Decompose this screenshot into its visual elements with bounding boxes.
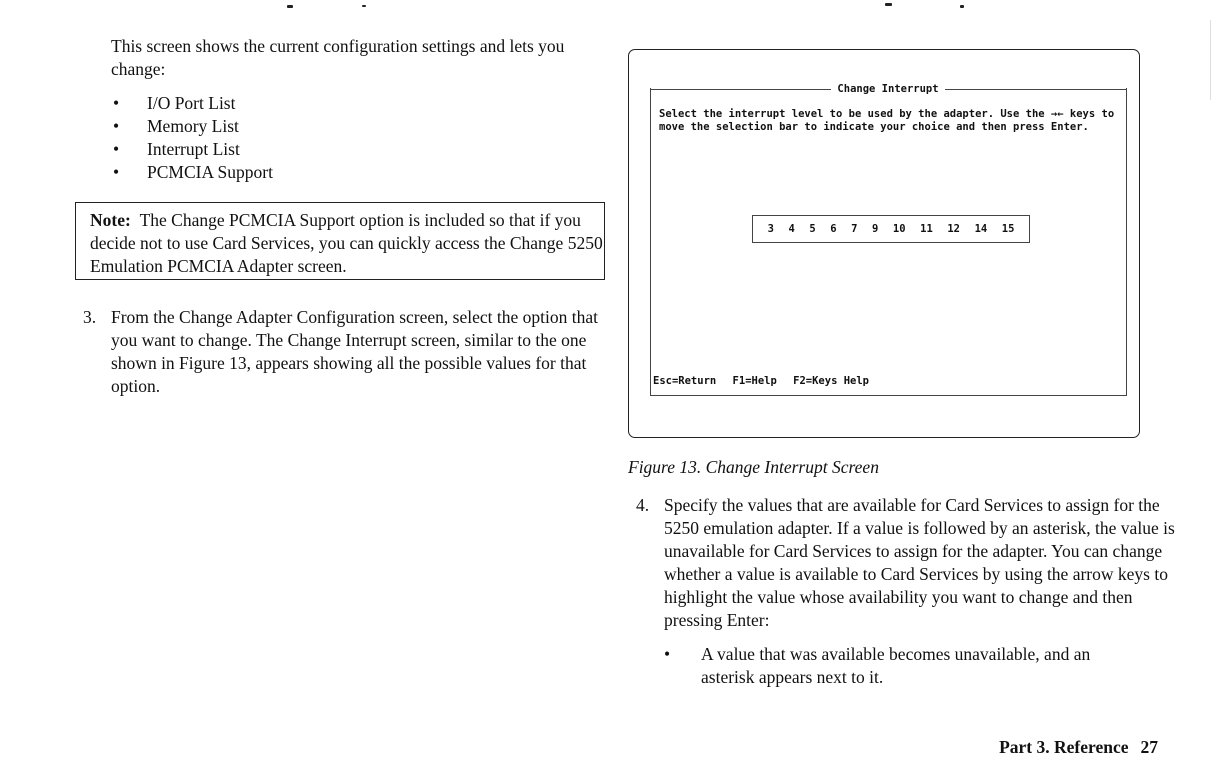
scan-speck — [885, 3, 892, 6]
interrupt-value[interactable]: 14 — [974, 223, 988, 235]
scan-speck — [287, 5, 293, 8]
step-number: 4. — [636, 495, 650, 515]
interrupt-value[interactable]: 10 — [892, 223, 906, 235]
step-3 — [83, 306, 603, 398]
bullet-dot: • — [664, 644, 671, 664]
interrupt-value[interactable]: 11 — [920, 223, 933, 235]
bullet-text: A value that was available becomes unavailable, and an asterisk appears next to it. — [701, 644, 1091, 687]
page-edge-mark — [1210, 20, 1211, 100]
options-list — [111, 92, 273, 184]
page-number: 27 — [1140, 737, 1158, 757]
panel-instructions: Select the interrupt level to be used by the adapter. Use the →← keys to move the selection bar to indicate your choice and then press Enter. — [659, 108, 1115, 133]
step-text: Specify the values that are available for Card Services to assign for the 5250 emulation adapter. If a value is followed by an asterisk, the value is unavailable for Card Services to assign for the adapter. You can change whether a value is available to Card Services by using the arrow keys to highlight the value whose availability you want to change and then pressing Enter: — [664, 495, 1175, 630]
title-rule — [945, 89, 1126, 90]
figure-caption: Figure 13. Change Interrupt Screen — [628, 457, 879, 477]
scan-speck — [960, 5, 964, 8]
list-item: • PCMCIA Support — [111, 161, 273, 184]
key-esc-return[interactable]: Esc=Return — [653, 375, 717, 387]
scan-speck — [362, 5, 366, 7]
interrupt-value[interactable]: 3 — [767, 223, 774, 235]
step-number: 3. — [83, 307, 97, 327]
step-4 — [636, 494, 1176, 632]
list-item: • I/O Port List — [111, 92, 273, 115]
interrupt-value[interactable]: 15 — [1001, 223, 1015, 235]
interrupt-value[interactable]: 7 — [851, 223, 858, 235]
step-text: From the Change Adapter Configuration screen, select the option that you want to change. The Change Interrupt screen, similar to the one shown in Figure 13, appears showing all the possible values for that option. — [111, 307, 598, 396]
list-item: • Interrupt List — [111, 138, 273, 161]
note-text: The Change PCMCIA Support option is included so that if you decide not to use Card Services, you can quickly access the Change 5250 Emulation PCMCIA Adapter screen. — [90, 210, 603, 276]
interrupt-value[interactable]: 6 — [830, 223, 837, 235]
note-box — [75, 202, 605, 280]
panel-title: Change Interrupt — [837, 83, 939, 95]
note-label: Note: — [90, 210, 131, 230]
key-f1-help[interactable]: F1=Help — [732, 375, 777, 387]
footer-section: Part 3. Reference — [999, 737, 1129, 757]
key-f2-keys-help[interactable]: F2=Keys Help — [793, 375, 869, 387]
interrupt-value[interactable]: 9 — [872, 223, 879, 235]
interrupt-value[interactable]: 12 — [947, 223, 960, 235]
intro-paragraph: This screen shows the current configuration settings and lets you change: — [111, 36, 565, 79]
interrupt-value[interactable]: 4 — [788, 223, 795, 235]
panel-title-row — [650, 82, 1126, 96]
title-rule — [650, 89, 831, 90]
page-footer — [999, 736, 1158, 759]
interrupt-value-selector[interactable] — [752, 215, 1030, 243]
interrupt-value[interactable]: 5 — [809, 223, 816, 235]
step-4-bullet — [664, 643, 1134, 689]
function-key-bar — [653, 375, 879, 387]
list-item: • Memory List — [111, 115, 273, 138]
